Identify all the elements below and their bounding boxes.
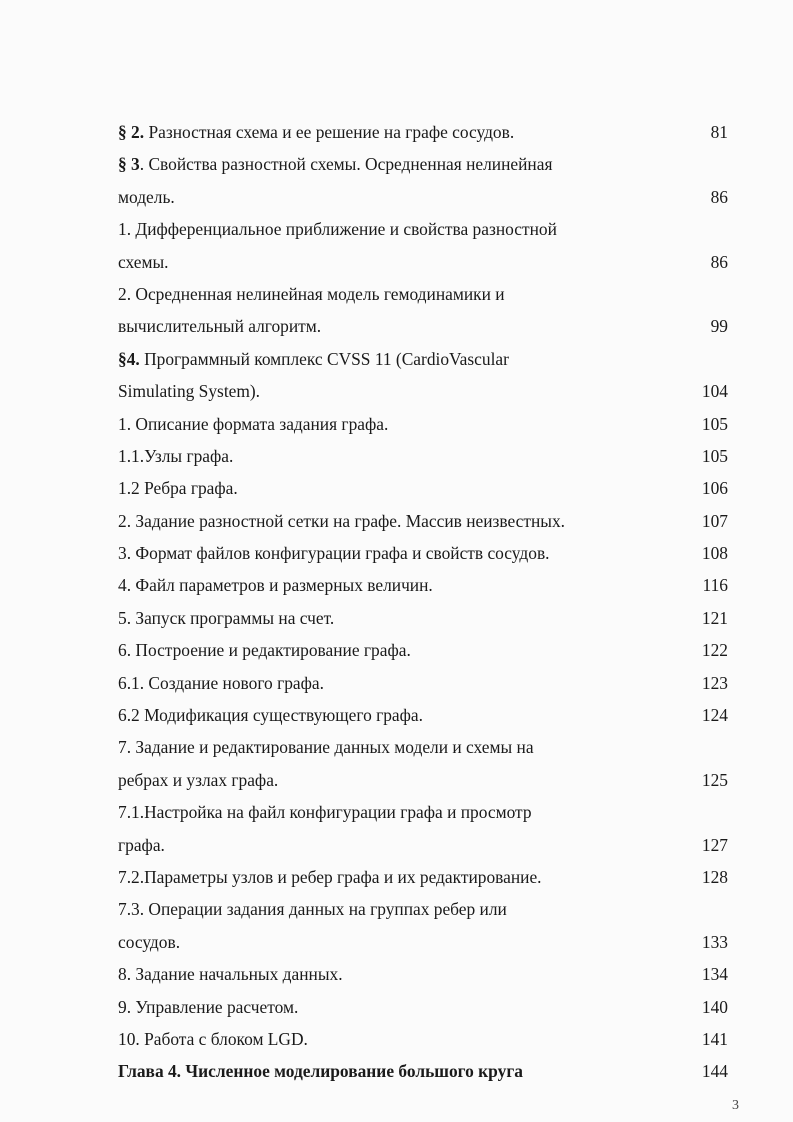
toc-entry — [118, 213, 728, 245]
toc-entry-title: 4. Файл параметров и размерных величин. — [118, 575, 433, 596]
toc-entry-page: 105 — [701, 413, 728, 434]
toc-entry-text — [118, 440, 233, 472]
toc-entry-text — [118, 537, 550, 569]
toc-entry-text — [118, 213, 557, 245]
toc-entry-text — [118, 699, 423, 731]
toc-entry-text — [118, 796, 532, 828]
toc-entry-title: 2. Осредненная нелинейная модель гемодинамики и — [118, 283, 505, 304]
toc-entry-text — [118, 375, 260, 407]
toc-entry — [118, 537, 728, 569]
toc-entry — [118, 440, 728, 472]
toc-entry-page: 121 — [701, 607, 728, 628]
toc-entry-text — [118, 861, 542, 893]
toc-entry-page: 107 — [701, 510, 728, 531]
toc-entry-page: 134 — [701, 964, 728, 985]
toc-entry-title: Simulating System). — [118, 381, 261, 402]
toc-entry-text — [118, 472, 238, 504]
toc-entry-title: 2. Задание разностной сетки на графе. Массив неизвестных. — [118, 510, 566, 531]
toc-entry-text — [118, 505, 565, 537]
toc-entry-title: Разностная схема и ее решение на графе сосудов. — [144, 122, 515, 142]
toc-entry — [118, 731, 728, 763]
toc-entry — [118, 893, 728, 925]
toc-entry-page: 106 — [701, 478, 728, 499]
toc-entry-page: 123 — [701, 672, 728, 693]
toc-entry — [118, 472, 728, 504]
toc-entry-title: . Свойства разностной схемы. Осредненная нелинейная — [139, 154, 553, 175]
toc-entry-text — [118, 310, 321, 342]
toc-entry-title: сосудов. — [118, 931, 181, 952]
toc-entry — [118, 375, 728, 407]
toc-entry-text — [118, 893, 507, 925]
toc-entry-page: 128 — [701, 866, 728, 887]
toc-entry-page: 116 — [702, 575, 728, 596]
toc-entry-text — [118, 764, 278, 796]
toc-entry-prefix: § 2. — [118, 122, 145, 142]
chapter-heading: Глава 4. Численное моделирование большого круга — [118, 1061, 523, 1082]
toc-entry-text — [118, 1055, 523, 1087]
toc-entry — [118, 634, 728, 666]
toc-entry — [118, 278, 728, 310]
toc-entry-title: Программный комплекс CVSS 11 (CardioVascular — [139, 348, 509, 369]
toc-entry — [118, 926, 728, 958]
toc-entry-text — [118, 731, 534, 763]
toc-entry — [118, 796, 728, 828]
toc-entry-page: 141 — [701, 1028, 728, 1049]
toc-entry-page: 105 — [701, 445, 728, 466]
toc-entry-page: 124 — [701, 705, 728, 726]
toc-entry-text — [118, 602, 334, 634]
toc-entry-text — [118, 569, 433, 601]
toc-entry-text — [118, 829, 165, 861]
toc-entry-title: 7.1.Настройка на файл конфигурации графа и просмотр — [118, 802, 532, 823]
toc-entry-title: 9. Управление расчетом. — [118, 996, 299, 1017]
toc-entry — [118, 861, 728, 893]
toc-entry-title: 6.1. Создание нового графа. — [118, 672, 324, 693]
toc-entry — [118, 991, 728, 1023]
toc-entry-text — [118, 926, 180, 958]
toc-entry-title: схемы. — [118, 251, 169, 272]
toc-entry — [118, 505, 728, 537]
toc-entry-page: 86 — [710, 251, 728, 272]
toc-entry — [118, 764, 728, 796]
toc-entry-text — [118, 148, 552, 180]
toc-entry — [118, 958, 728, 990]
toc-entry — [118, 667, 728, 699]
toc-entry-page: 125 — [701, 769, 728, 790]
toc-entry-title: 6. Построение и редактирование графа. — [118, 640, 411, 661]
toc-entry — [118, 246, 728, 278]
toc-entry-text — [118, 991, 298, 1023]
toc-entry-text — [118, 116, 514, 148]
toc-entry-text — [118, 246, 169, 278]
toc-entry-text — [118, 958, 343, 990]
toc-entry-page: 108 — [701, 543, 728, 564]
toc-entry-text — [118, 408, 388, 440]
toc-entry — [118, 602, 728, 634]
toc-entry-text — [118, 343, 509, 375]
toc-entry-prefix: § 3 — [118, 154, 140, 175]
toc-entry — [118, 1023, 728, 1055]
toc-entry-page: 140 — [701, 996, 728, 1017]
toc-entry — [118, 343, 728, 375]
table-of-contents — [118, 116, 728, 1088]
toc-entry — [118, 569, 728, 601]
toc-entry-title: модель. — [118, 186, 175, 207]
toc-entry-title: 1.2 Ребра графа. — [118, 478, 238, 499]
toc-entry-title: 3. Формат файлов конфигурации графа и свойств сосудов. — [118, 543, 550, 564]
toc-entry-text — [118, 667, 324, 699]
toc-entry — [118, 408, 728, 440]
toc-entry — [118, 699, 728, 731]
toc-entry-text — [118, 181, 175, 213]
toc-entry-title: 6.2 Модификация существующего графа. — [118, 705, 423, 726]
toc-entry-page: 86 — [710, 186, 728, 207]
toc-entry-text — [118, 1023, 308, 1055]
toc-entry-title: 1. Описание формата задания графа. — [118, 413, 389, 434]
toc-entry-page: 99 — [710, 316, 728, 337]
toc-entry-title: 7. Задание и редактирование данных модели и схемы на — [118, 737, 534, 758]
toc-entry-title: 5. Запуск программы на счет. — [118, 607, 335, 628]
toc-entry — [118, 148, 728, 180]
toc-entry-title: 1. Дифференциальное приближение и свойства разностной — [118, 219, 557, 240]
toc-entry-text — [118, 278, 505, 310]
toc-entry-title: вычислительный алгоритм. — [118, 316, 322, 337]
toc-entry — [118, 181, 728, 213]
toc-entry-page: 144 — [701, 1061, 728, 1082]
toc-entry-prefix: §4. — [118, 348, 140, 369]
toc-entry-title: 7.3. Операции задания данных на группах ребер или — [118, 899, 507, 920]
toc-entry — [118, 1055, 728, 1087]
toc-entry-title: графа. — [118, 834, 165, 855]
toc-entry-title: 8. Задание начальных данных. — [118, 964, 343, 985]
toc-entry-page: 133 — [701, 931, 728, 952]
toc-entry — [118, 310, 728, 342]
toc-entry-title: 10. Работа с блоком LGD. — [118, 1028, 308, 1049]
toc-entry — [118, 829, 728, 861]
page-number: 3 — [732, 1098, 739, 1113]
toc-entry-title: 7.2.Параметры узлов и ребер графа и их редактирование. — [118, 866, 542, 887]
toc-entry-page: 104 — [701, 381, 728, 402]
toc-entry-page: 122 — [701, 640, 728, 661]
toc-entry-title: ребрах и узлах графа. — [118, 769, 279, 790]
toc-entry-page: 127 — [701, 834, 728, 855]
toc-entry-page: 81 — [710, 122, 728, 142]
toc-entry-title: 1.1.Узлы графа. — [118, 445, 234, 466]
toc-entry-text — [118, 634, 411, 666]
toc-entry — [118, 116, 728, 148]
